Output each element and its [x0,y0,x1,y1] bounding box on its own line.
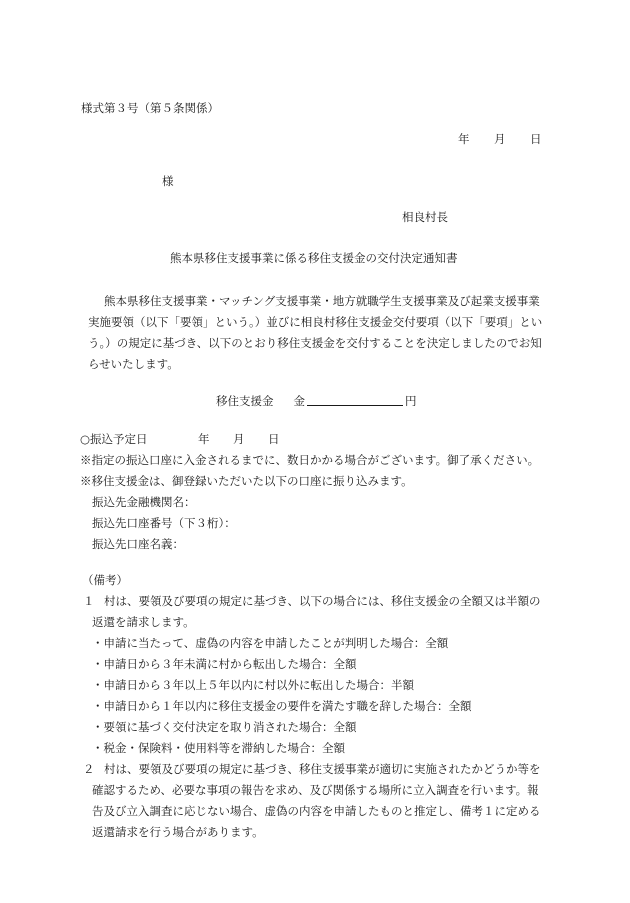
remarks-line: 返還請求を行う場合があります。 [92,825,264,839]
date-day-label: 日 [530,132,542,146]
issuer-name: 相良村長 [402,210,448,224]
amount-prefix: 金 [293,394,305,408]
transfer-month-label: 月 [233,432,245,446]
account-name-label: 振込先口座名義： [92,537,184,551]
date-month-label: 月 [494,132,506,146]
remarks-line: 村は、要領及び要項の規定に基づき、移住支援事業が適切に実施されたかどうか等を [104,762,541,776]
transfer-note-2: ※移住支援金は、御登録いただいた以下の口座に振り込みます。 [80,474,413,488]
body-line: う。）の規定に基づき、以下のとおり移住支援金を交付することを決定しましたのでお知 [88,336,542,350]
list-item: ・税金・保険料・使用料等を滞納した場合：全額 [92,741,345,755]
list-item: ・申請日から１年以内に移住支援金の要件を満たす職を辞した場合：全額 [92,699,472,713]
amount-row [216,394,417,408]
list-item: ・申請日から３年未満に村から転出した場合：全額 [92,657,357,671]
remarks-line: 確認するため、必要な事項の報告を求め、及び関係する場所に立入調査を行います。報 [92,783,539,797]
transfer-day-label: 日 [268,432,280,446]
body-line: らせいたします。 [88,357,179,371]
document-title: 熊本県移住支援事業に係る移住支援金の交付決定通知書 [170,251,458,265]
account-number-label: 振込先口座番号（下３桁）： [92,516,236,530]
transfer-note-1: ※指定の振込口座に入金されるまでに、数日かかる場合がございます。御了承ください。 [80,453,540,467]
amount-blank [307,394,403,406]
bank-name-label: 振込先金融機関名： [92,495,196,509]
remarks-line: 告及び立入調査に応じない場合、虚偽の内容を申請したものと推定し、備考１に定める [92,804,541,818]
body-line: 熊本県移住支援事業・マッチング支援事業・地方就職学生支援事業及び起業支援事業 [104,294,540,308]
remarks-line: 返還を請求します。 [92,615,195,629]
body-line: 実施要領（以下「要領」という。）並びに相良村移住支援金交付要項（以下「要項」とい [88,315,543,329]
list-item: ・申請日から３年以上５年以内に村以外に転出した場合：半額 [92,678,414,692]
list-item: ・要領に基づく交付決定を取り消された場合：全額 [92,720,357,734]
list-item: ・申請に当たって、虚偽の内容を申請したことが判明した場合：全額 [92,636,449,650]
date-year-label: 年 [458,132,470,146]
remarks-heading: （備考） [82,573,128,587]
form-number: 様式第３号（第５条関係） [81,101,219,115]
transfer-year-label: 年 [198,432,210,446]
addressee-suffix: 様 [162,174,174,188]
scheduled-transfer-label: ○振込予定日 [80,432,148,446]
amount-label: 移住支援金 [216,394,274,408]
amount-unit: 円 [405,394,417,408]
remarks-line: 村は、要領及び要項の規定に基づき、以下の場合には、移住支援金の全額又は半額の [104,594,541,608]
remarks-item-number: ２ [83,762,95,776]
remarks-item-number: １ [83,594,95,608]
